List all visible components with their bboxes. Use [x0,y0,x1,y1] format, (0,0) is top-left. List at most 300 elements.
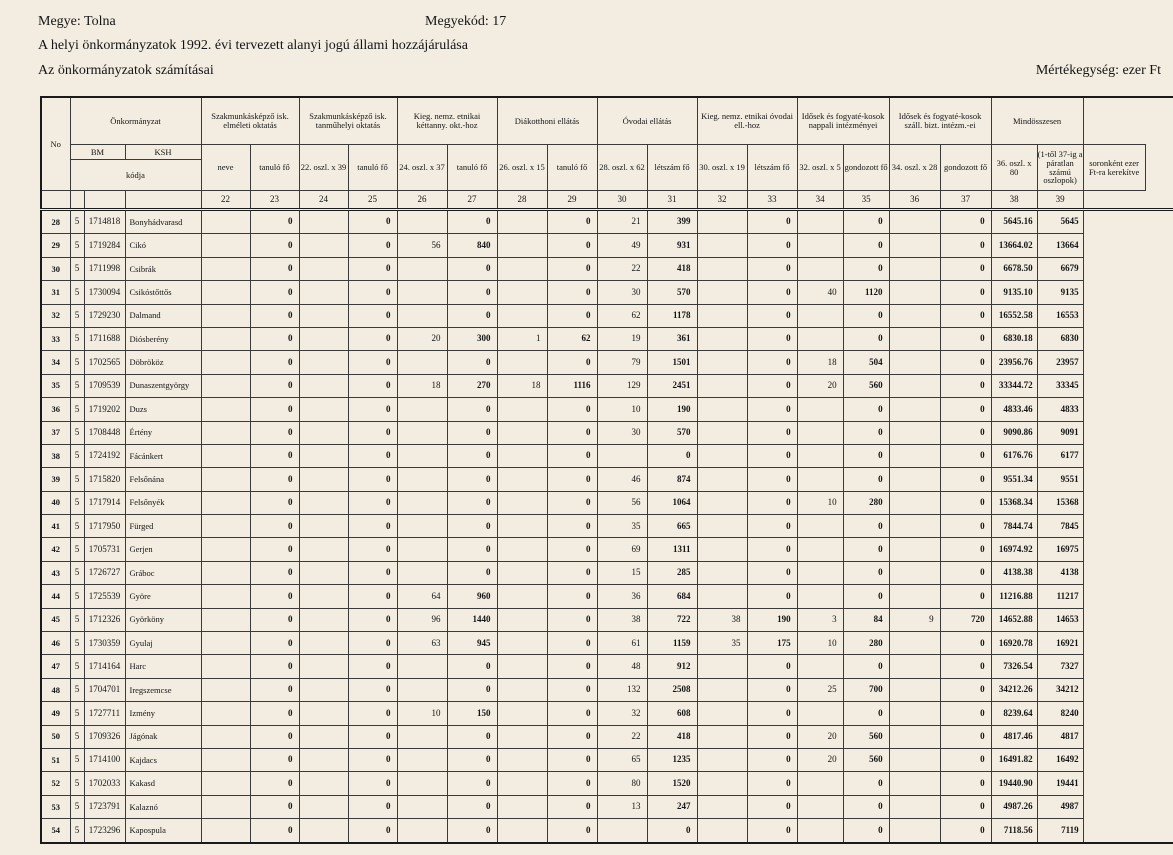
data-cell: 0 [747,327,797,350]
municipality-name: Kakasd [125,772,201,795]
data-cell: 0 [250,304,299,327]
data-cell [201,678,250,701]
data-cell: 9135.10 [991,281,1037,304]
bm-code: 5 [70,538,84,561]
data-cell: 132 [597,678,647,701]
data-cell: 0 [348,281,397,304]
data-cell: 0 [547,819,597,843]
data-cell: 46 [597,468,647,491]
data-cell [889,655,940,678]
data-cell: 5645.16 [991,210,1037,234]
data-cell: 2451 [647,374,697,397]
data-cell [697,702,747,725]
data-cell: 6177 [1037,444,1083,467]
data-cell: 0 [547,678,597,701]
data-cell: 0 [547,468,597,491]
data-cell: 0 [547,538,597,561]
municipality-name: Felsőnyék [125,491,201,514]
data-cell: 0 [348,398,397,421]
data-cell: 0 [843,398,889,421]
bm-code: 5 [70,374,84,397]
data-cell: 0 [940,468,991,491]
bm-code: 5 [70,515,84,538]
data-cell: 190 [747,608,797,631]
table-row [41,795,1173,818]
data-cell: 0 [447,538,497,561]
data-cell [797,468,843,491]
data-cell: 0 [250,608,299,631]
data-cell: 0 [547,210,597,234]
bm-code: 5 [70,281,84,304]
data-cell: 7118.56 [991,819,1037,843]
data-cell: 4987 [1037,795,1083,818]
data-cell: 0 [547,585,597,608]
data-cell [299,725,348,748]
municipality-name: Gráboc [125,561,201,584]
data-cell: 0 [843,561,889,584]
data-cell [889,351,940,374]
data-cell: 1178 [647,304,697,327]
header-sub: gondozott fő [843,145,889,191]
data-cell: 96 [397,608,447,631]
data-cell [201,632,250,655]
county-label: Megye: Tolna [38,14,116,29]
data-cell: 0 [447,304,497,327]
data-cell: 129 [597,374,647,397]
data-cell: 0 [843,702,889,725]
data-cell: 0 [348,538,397,561]
data-cell: 13664.02 [991,234,1037,257]
data-cell [497,444,547,467]
data-cell [299,374,348,397]
header-sub: létszám fő [747,145,797,191]
data-cell: 0 [747,210,797,234]
data-cell [299,468,348,491]
data-cell: 56 [397,234,447,257]
header-bm: BM [70,145,125,160]
data-cell: 0 [940,491,991,514]
bm-code: 5 [70,655,84,678]
data-cell: 0 [547,421,597,444]
data-cell [797,655,843,678]
table-row [41,374,1173,397]
data-cell: 19 [597,327,647,350]
data-cell: 0 [348,748,397,771]
column-number: 29 [547,191,597,210]
data-cell: 0 [647,444,697,467]
data-cell: 14652.88 [991,608,1037,631]
data-cell [201,748,250,771]
data-cell: 7844.74 [991,515,1037,538]
data-cell: 22 [597,257,647,280]
header-group: Óvodai ellátás [597,97,697,145]
data-cell: 0 [747,281,797,304]
data-cell: 0 [940,398,991,421]
bm-code: 5 [70,795,84,818]
data-cell: 0 [843,304,889,327]
data-cell: 11217 [1037,585,1083,608]
data-cell: 0 [940,281,991,304]
data-cell: 0 [747,702,797,725]
municipality-name: Iregszemcse [125,678,201,701]
data-cell: 0 [940,210,991,234]
data-cell: 0 [447,491,497,514]
table-row [41,351,1173,374]
ksh-code: 1711688 [84,327,125,350]
data-cell: 0 [940,772,991,795]
data-cell: 16552.58 [991,304,1037,327]
header-sub: 22. oszl. x 39 [299,145,348,191]
data-cell: 0 [348,655,397,678]
data-cell: 0 [447,795,497,818]
data-cell: 61 [597,632,647,655]
data-cell: 0 [747,772,797,795]
municipality-name: Kalaznó [125,795,201,818]
data-cell: 504 [843,351,889,374]
data-cell: 63 [397,632,447,655]
bm-code: 5 [70,678,84,701]
data-cell [697,561,747,584]
data-cell: 0 [348,351,397,374]
data-cell [299,772,348,795]
row-number: 32 [41,304,70,327]
data-cell: 560 [843,748,889,771]
data-cell: 0 [348,795,397,818]
data-cell: 4138 [1037,561,1083,584]
data-cell [889,795,940,818]
data-cell: 84 [843,608,889,631]
data-cell: 1064 [647,491,697,514]
row-number: 45 [41,608,70,631]
table-row [41,538,1173,561]
document-title: A helyi önkormányzatok 1992. évi tervezett alanyi jogú állami hozzájárulása [38,38,468,53]
data-cell: 1311 [647,538,697,561]
data-cell [497,795,547,818]
data-cell [299,327,348,350]
data-cell: 0 [747,538,797,561]
data-cell: 0 [547,491,597,514]
data-cell [397,725,447,748]
data-cell: 0 [250,819,299,843]
municipality-name: Gyulaj [125,632,201,655]
data-cell [299,398,348,421]
data-cell: 4817.46 [991,725,1037,748]
ksh-code: 1715820 [84,468,125,491]
data-cell: 0 [940,327,991,350]
column-number: 37 [940,191,991,210]
data-cell: 33345 [1037,374,1083,397]
municipality-name: Kajdacs [125,748,201,771]
data-cell: 0 [250,655,299,678]
data-cell [397,257,447,280]
data-cell [889,748,940,771]
data-cell: 0 [747,678,797,701]
data-cell: 560 [843,725,889,748]
municipality-name: Döbrököz [125,351,201,374]
data-cell [697,257,747,280]
table-row [41,515,1173,538]
column-number: 32 [697,191,747,210]
bm-code: 5 [70,210,84,234]
data-cell: 0 [940,374,991,397]
data-cell: 0 [843,468,889,491]
data-cell: 1120 [843,281,889,304]
data-cell: 8239.64 [991,702,1037,725]
data-cell: 18 [397,374,447,397]
data-cell: 2508 [647,678,697,701]
header-ksh: KSH [125,145,201,160]
data-cell [889,234,940,257]
column-number: 31 [647,191,697,210]
data-cell: 5645 [1037,210,1083,234]
data-cell: 0 [348,304,397,327]
data-cell: 4987.26 [991,795,1037,818]
data-cell [397,772,447,795]
table-row [41,491,1173,514]
data-cell [889,515,940,538]
data-cell [889,538,940,561]
data-cell: 570 [647,421,697,444]
data-cell [299,678,348,701]
data-cell [201,795,250,818]
bm-code: 5 [70,421,84,444]
data-cell: 175 [747,632,797,655]
data-cell [201,351,250,374]
data-cell: 0 [250,444,299,467]
data-cell [697,281,747,304]
data-cell: 34212.26 [991,678,1037,701]
data-cell: 0 [348,374,397,397]
data-cell [201,538,250,561]
row-number: 43 [41,561,70,584]
data-cell: 9551 [1037,468,1083,491]
data-cell: 33344.72 [991,374,1037,397]
data-cell [397,398,447,421]
bm-code: 5 [70,304,84,327]
data-cell [889,632,940,655]
data-cell: 0 [843,515,889,538]
bm-code: 5 [70,748,84,771]
header-no: No [41,97,70,191]
data-cell: 7327 [1037,655,1083,678]
data-cell: 0 [940,538,991,561]
data-cell: 9135 [1037,281,1083,304]
data-cell: 150 [447,702,497,725]
data-cell: 14653 [1037,608,1083,631]
data-cell [397,515,447,538]
data-cell: 0 [940,351,991,374]
row-number: 35 [41,374,70,397]
data-cell: 0 [547,281,597,304]
data-cell: 6678.50 [991,257,1037,280]
data-cell [889,327,940,350]
data-cell: 0 [250,678,299,701]
data-cell: 18 [797,351,843,374]
data-cell: 79 [597,351,647,374]
data-cell [797,210,843,234]
data-cell [201,608,250,631]
data-cell [697,819,747,843]
data-cell: 1501 [647,351,697,374]
data-cell: 0 [250,561,299,584]
ksh-code: 1727711 [84,702,125,725]
data-cell [201,491,250,514]
data-cell [397,444,447,467]
data-cell: 0 [547,632,597,655]
data-cell [889,421,940,444]
ksh-code: 1712326 [84,608,125,631]
column-number: 30 [597,191,647,210]
data-cell [299,585,348,608]
row-number: 29 [41,234,70,257]
data-cell [697,655,747,678]
data-cell: 0 [348,772,397,795]
data-cell [201,304,250,327]
table-row [41,444,1173,467]
header-kodja: kódja [70,160,201,191]
data-cell [497,772,547,795]
data-cell: 0 [940,748,991,771]
data-cell: 0 [250,538,299,561]
row-number: 44 [41,585,70,608]
data-cell [797,304,843,327]
data-cell [299,491,348,514]
column-number: 24 [299,191,348,210]
header-group: Kieg. nemz. etnikai óvodai ell.-hoz [697,97,797,145]
data-cell: 1235 [647,748,697,771]
data-cell: 3 [797,608,843,631]
ksh-code: 1702033 [84,772,125,795]
bm-code: 5 [70,351,84,374]
data-cell: 0 [348,585,397,608]
data-cell: 0 [747,398,797,421]
data-cell [697,725,747,748]
data-cell: 0 [547,725,597,748]
data-cell [889,210,940,234]
data-cell: 0 [547,304,597,327]
data-cell: 0 [447,725,497,748]
data-cell: 190 [647,398,697,421]
data-cell: 7845 [1037,515,1083,538]
row-number: 48 [41,678,70,701]
data-cell [497,819,547,843]
header-sub: 30. oszl. x 19 [697,145,747,191]
data-cell: 0 [348,468,397,491]
data-cell [397,819,447,843]
data-cell [397,304,447,327]
ksh-code: 1704701 [84,678,125,701]
data-cell: 0 [348,234,397,257]
data-cell: 0 [547,702,597,725]
data-cell: 0 [250,210,299,234]
data-cell [397,210,447,234]
data-cell [299,351,348,374]
data-cell: 38 [697,608,747,631]
data-cell: 0 [250,257,299,280]
data-cell [889,257,940,280]
ksh-code: 1729230 [84,304,125,327]
data-cell: 945 [447,632,497,655]
table-row [41,632,1173,655]
municipality-name: Kapospula [125,819,201,843]
data-cell: 16492 [1037,748,1083,771]
row-number: 40 [41,491,70,514]
data-cell [697,304,747,327]
data-cell: 20 [797,725,843,748]
data-cell: 0 [843,327,889,350]
data-cell: 9091 [1037,421,1083,444]
data-cell: 874 [647,468,697,491]
data-cell: 0 [250,585,299,608]
data-cell [797,257,843,280]
data-cell: 0 [348,678,397,701]
data-cell: 9551.34 [991,468,1037,491]
data-cell: 34212 [1037,678,1083,701]
data-cell [889,819,940,843]
data-cell [397,561,447,584]
data-cell: 0 [250,468,299,491]
data-cell: 0 [250,234,299,257]
data-cell: 16491.82 [991,748,1037,771]
header-sub: tanuló fő [348,145,397,191]
data-cell: 0 [747,468,797,491]
data-cell: 62 [597,304,647,327]
data-cell: 280 [843,632,889,655]
data-cell: 0 [843,819,889,843]
data-cell [797,702,843,725]
data-cell: 25 [797,678,843,701]
data-cell [797,561,843,584]
data-cell: 13 [597,795,647,818]
data-cell: 0 [547,234,597,257]
data-cell: 0 [940,702,991,725]
data-cell [299,444,348,467]
data-cell [201,468,250,491]
data-cell: 8240 [1037,702,1083,725]
data-cell [697,468,747,491]
municipality-name: Dunaszentgyörgy [125,374,201,397]
table-row [41,655,1173,678]
municipality-name: Fürged [125,515,201,538]
data-cell: 0 [940,561,991,584]
row-number: 39 [41,468,70,491]
data-cell: 0 [747,234,797,257]
table-row [41,725,1173,748]
data-cell: 48 [597,655,647,678]
column-number: 39 [1037,191,1083,210]
row-number: 28 [41,210,70,234]
data-cell: 0 [250,702,299,725]
table-row [41,210,1173,234]
data-cell: 0 [250,351,299,374]
data-cell [697,515,747,538]
data-cell: 361 [647,327,697,350]
row-number: 53 [41,795,70,818]
data-cell: 0 [843,421,889,444]
table-row [41,304,1173,327]
data-cell: 0 [547,795,597,818]
data-cell: 0 [348,327,397,350]
header-sub: 24. oszl. x 37 [397,145,447,191]
data-cell: 0 [447,468,497,491]
data-cell: 0 [747,515,797,538]
data-cell [889,725,940,748]
data-cell: 10 [797,491,843,514]
data-cell: 0 [747,351,797,374]
data-cell: 16974.92 [991,538,1037,561]
data-cell: 0 [547,748,597,771]
header-sub: 32. oszl. x 5 [797,145,843,191]
